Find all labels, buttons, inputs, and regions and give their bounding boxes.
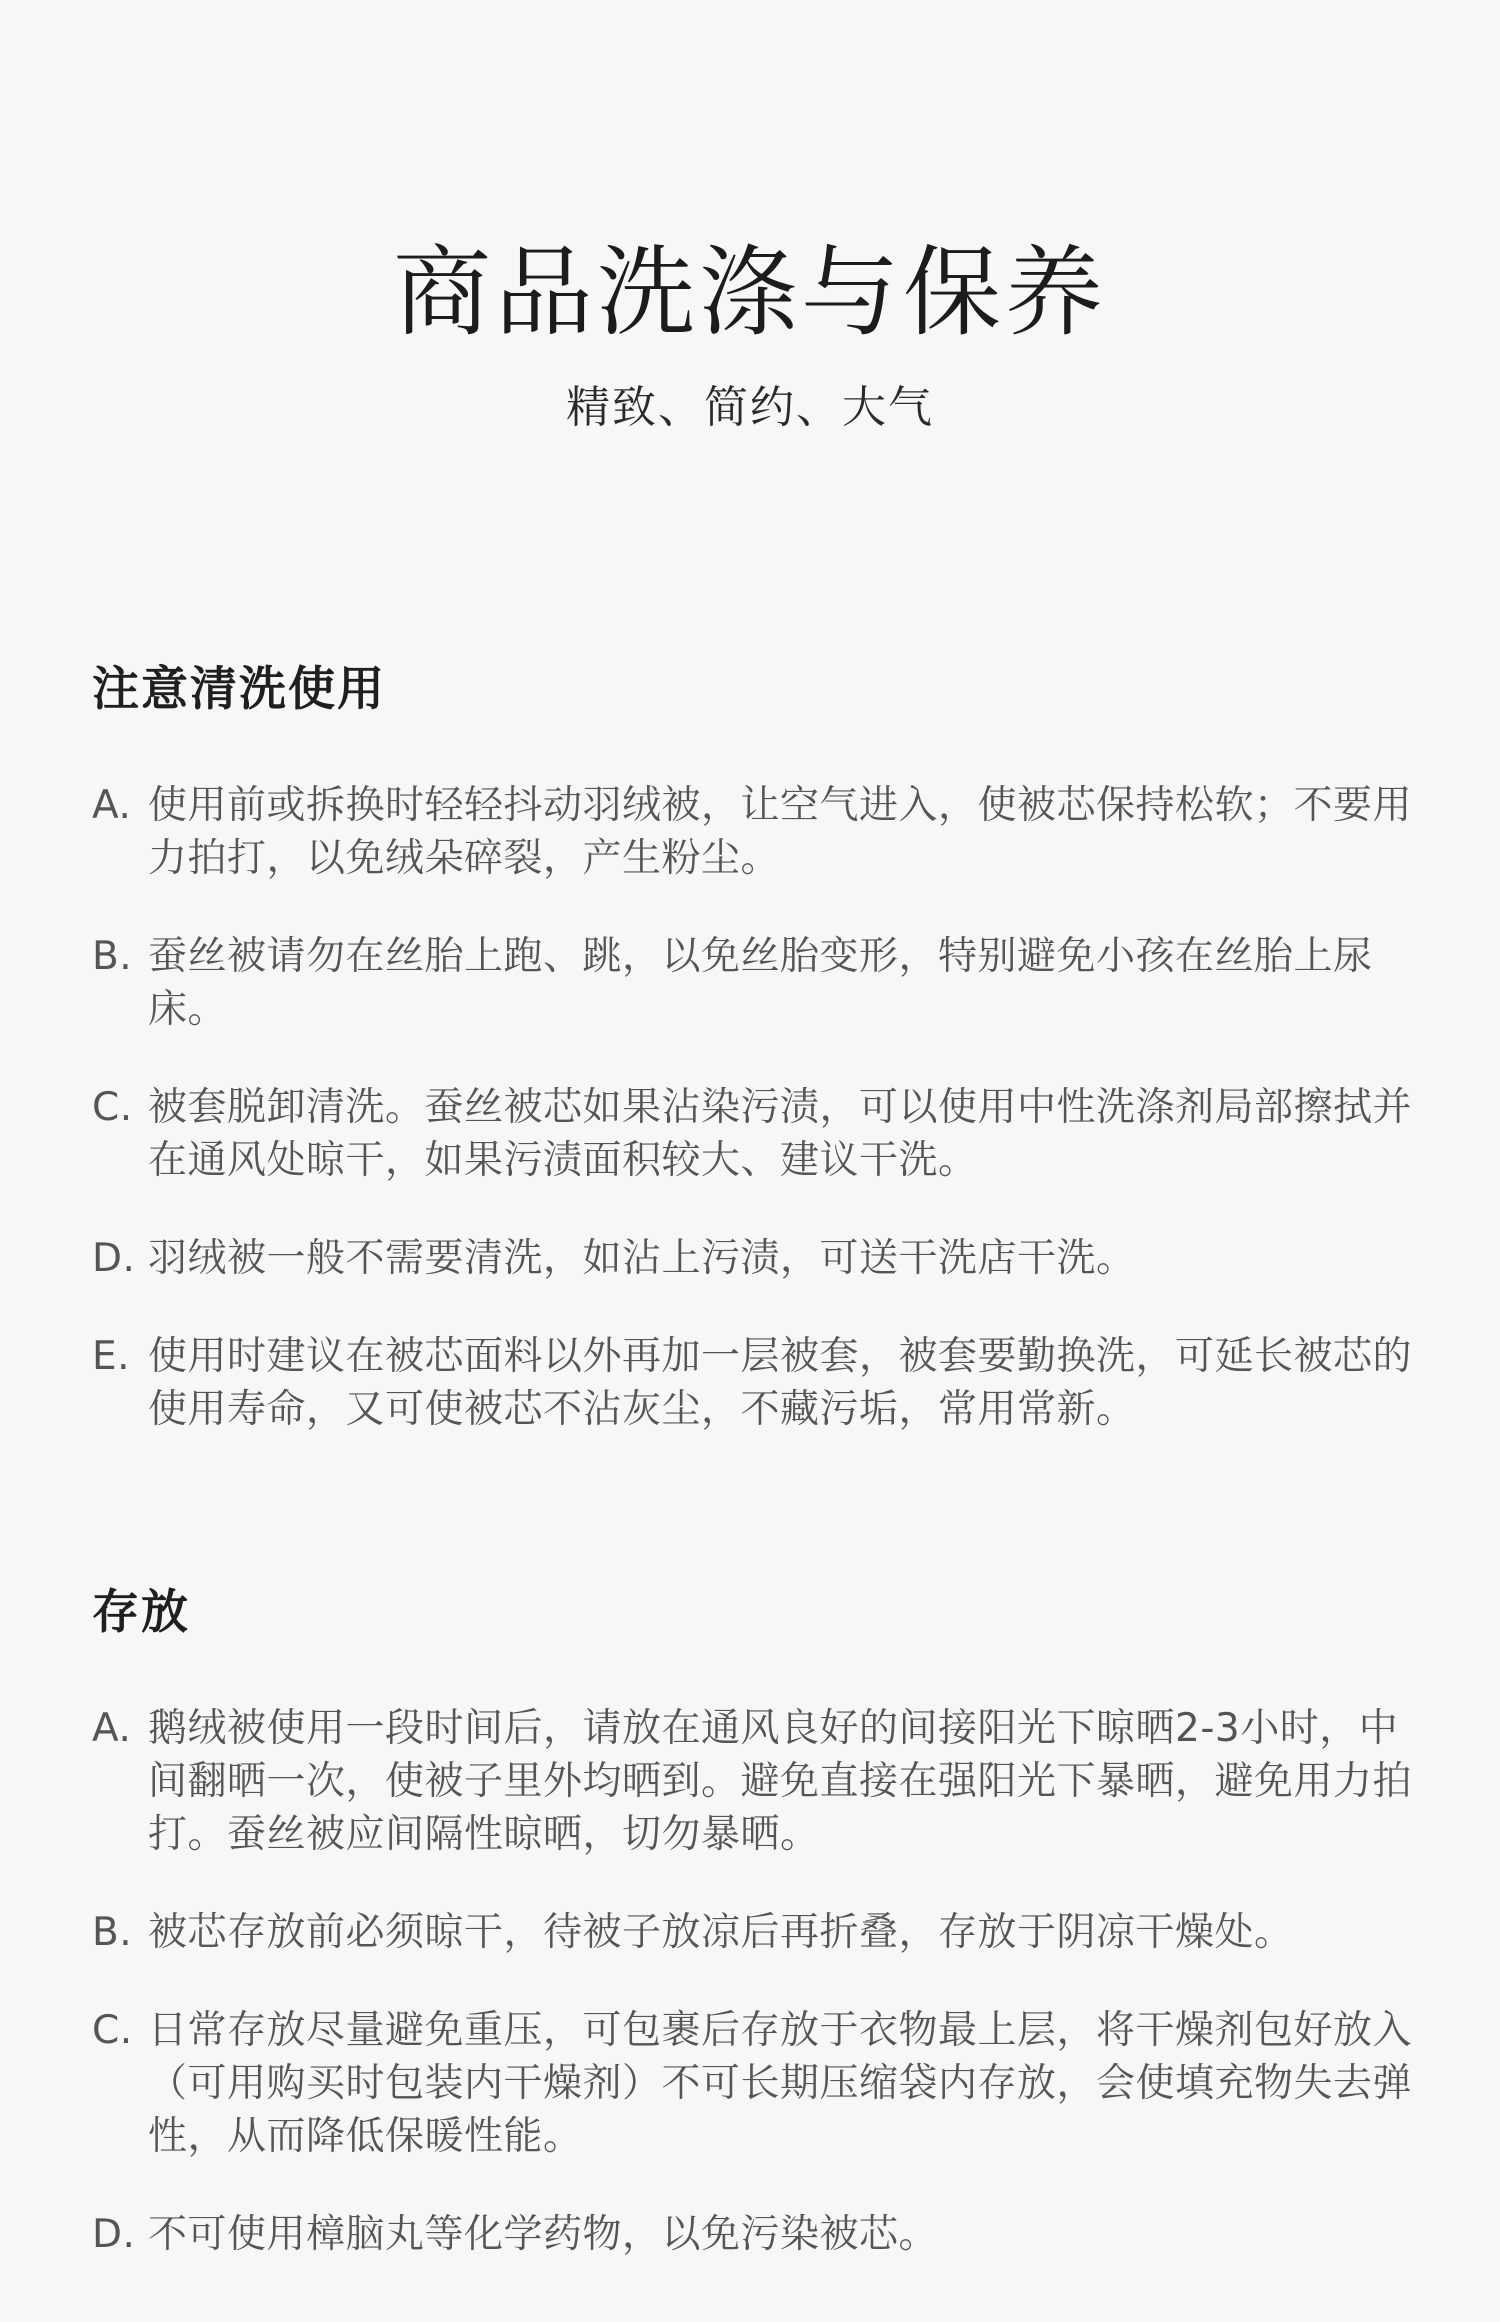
- item-text: 被芯存放前必须晾干，待被子放凉后再折叠，存放于阴凉干燥处。: [148, 1910, 1294, 1955]
- section-washing-use: [92, 655, 1422, 1436]
- item-text: 羽绒被一般不需要清洗，如沾上污渍，可送干洗店干洗。: [148, 1236, 1136, 1281]
- list-item: [92, 2004, 1422, 2163]
- item-text: 蚕丝被请勿在丝胎上跑、跳，以免丝胎变形，特别避免小孩在丝胎上尿床。: [148, 934, 1373, 1032]
- list-item: [92, 1232, 1422, 1285]
- section-storage: [92, 1578, 1422, 2261]
- instruction-list: [92, 1702, 1422, 2261]
- item-letter: C.: [92, 2008, 133, 2053]
- item-text: 使用时建议在被芯面料以外再加一层被套，被套要勤换洗，可延长被芯的使用寿命，又可使被芯不沾灰尘，不藏污垢，常用常新。: [148, 1334, 1413, 1432]
- item-letter: B.: [92, 934, 133, 979]
- page-header: [0, 228, 1500, 436]
- item-text: 使用前或拆换时轻轻抖动羽绒被，让空气进入，使被芯保持松软；不要用力拍打，以免绒朵碎裂，产生粉尘。: [148, 783, 1413, 881]
- list-item: [92, 779, 1422, 885]
- page-subtitle: 精致、简约、大气: [566, 382, 934, 433]
- item-letter: D.: [92, 2212, 136, 2257]
- item-letter: D.: [92, 1236, 136, 1281]
- item-letter: A.: [92, 1706, 132, 1751]
- item-letter: E.: [92, 1334, 131, 1379]
- list-item: [92, 1702, 1422, 1861]
- item-text: 不可使用樟脑丸等化学药物，以免污染被芯。: [148, 2212, 939, 2257]
- list-item: [92, 1330, 1422, 1436]
- instruction-list: [92, 779, 1422, 1436]
- list-item: [92, 1906, 1422, 1959]
- item-text: 鹅绒被使用一段时间后，请放在通风良好的间接阳光下晾晒2-3小时，中间翻晒一次，使被子里外均晒到。避免直接在强阳光下暴晒，避免用力拍打。蚕丝被应间隔性晾晒，切勿暴晒。: [148, 1706, 1413, 1857]
- item-letter: A.: [92, 783, 132, 828]
- item-letter: C.: [92, 1085, 133, 1130]
- section-heading: 注意清洗使用: [92, 662, 386, 717]
- section-heading: 存放: [92, 1585, 190, 1640]
- list-item: [92, 2208, 1422, 2261]
- item-text: 日常存放尽量避免重压，可包裹后存放于衣物最上层，将干燥剂包好放入（可用购买时包装内干燥剂）不可长期压缩袋内存放，会使填充物失去弹性，从而降低保暖性能。: [148, 2008, 1413, 2159]
- page-title: 商品洗涤与保养: [392, 236, 1107, 350]
- list-item: [92, 1081, 1422, 1187]
- item-letter: B.: [92, 1910, 133, 1955]
- list-item: [92, 930, 1422, 1036]
- item-text: 被套脱卸清洗。蚕丝被芯如果沾染污渍，可以使用中性洗涤剂局部擦拭并在通风处晾干，如果污渍面积较大、建议干洗。: [148, 1085, 1413, 1183]
